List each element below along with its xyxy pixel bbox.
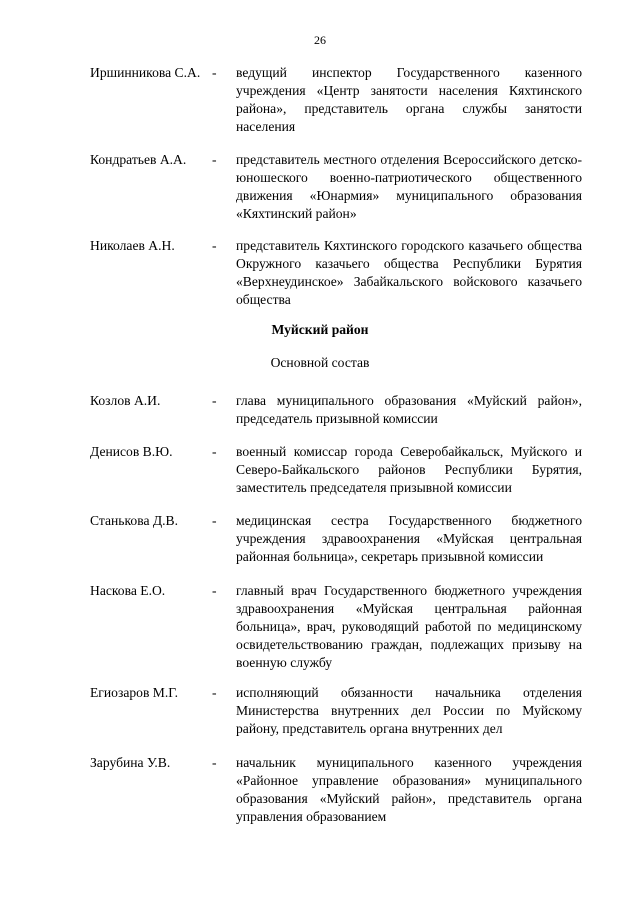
dash-separator: - xyxy=(212,65,217,80)
member-name: Егиозаров М.Г. xyxy=(90,685,178,700)
member-name: Кондратьев А.А. xyxy=(90,152,187,167)
dash-separator: - xyxy=(212,583,217,598)
member-role: медицинская сестра Государственного бюджетного учреждения здравоохранения «Муйская центральная районная больница», секретарь призывной комиссии xyxy=(236,513,582,564)
member-role: представитель Кяхтинского городского казачьего общества Окружного казачьего общества Республики Бурятия «Верхнеудинское» Забайкальского войскового казачьего общества xyxy=(236,238,582,307)
member-name: Денисов В.Ю. xyxy=(90,444,173,459)
member-role: глава муниципального образования «Муйский район», председатель призывной комиссии xyxy=(236,393,582,426)
dash-separator: - xyxy=(212,444,217,459)
dash-separator: - xyxy=(212,393,217,408)
member-name: Зарубина У.В. xyxy=(90,755,171,770)
member-name: Иршинникова С.А. xyxy=(90,65,201,80)
dash-separator: - xyxy=(212,755,217,770)
member-role: представитель местного отделения Всероссийского детско-юношеского военно-патриотического общественного движения «Юнармия» муниципального образования «Кяхтинский район» xyxy=(236,152,582,221)
member-name: Козлов А.И. xyxy=(90,393,161,408)
member-role: ведущий инспектор Государственного казенного учреждения «Центр занятости населения Кяхтинского района», представитель органа службы занятости населения xyxy=(236,65,582,134)
member-name: Наскова Е.О. xyxy=(90,583,166,598)
member-role: военный комиссар города Северобайкальск, Муйского и Северо-Байкальского районов Республики Бурятия, заместитель председателя призывной комиссии xyxy=(236,444,582,495)
dash-separator: - xyxy=(212,152,217,167)
member-name: Николаев А.Н. xyxy=(90,238,175,253)
composition-heading: Основной состав xyxy=(270,355,370,370)
member-role: исполняющий обязанности начальника отделения Министерства внутренних дел России по Муйскому району, представитель органа внутренних дел xyxy=(236,685,582,736)
dash-separator: - xyxy=(212,513,217,528)
page-number: 26 xyxy=(314,33,326,47)
member-role: главный врач Государственного бюджетного учреждения здравоохранения «Муйская центральная районная больница», врач, руководящий работой по медицинскому освидетельствованию граждан, подлежащих призыву на военную службу xyxy=(236,583,582,670)
dash-separator: - xyxy=(212,685,217,700)
member-role: начальник муниципального казенного учреждения «Районное управление образования» муниципального образования «Муйский район», представитель органа управления образованием xyxy=(236,755,582,824)
district-heading: Муйский район xyxy=(271,322,369,337)
dash-separator: - xyxy=(212,238,217,253)
member-name: Станькова Д.В. xyxy=(90,513,179,528)
